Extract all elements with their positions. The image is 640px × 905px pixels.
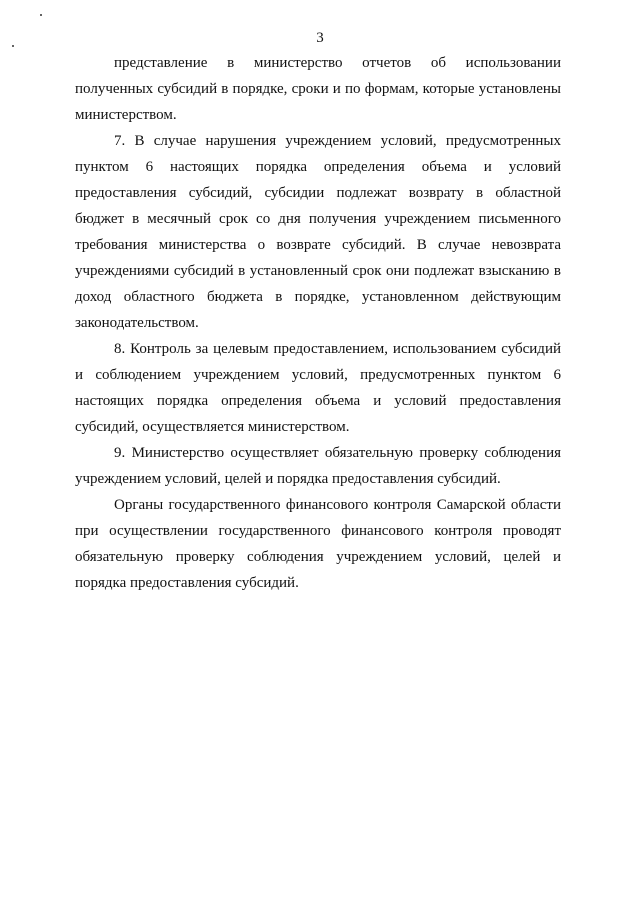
text-line: бюджет в месячный срок со дня получения учреждением письменного <box>75 211 561 227</box>
text-line: 9. Министерство осуществляет обязательную проверку соблюдения <box>114 445 561 461</box>
text-line: министерством. <box>75 107 177 123</box>
paragraph-control-bodies <box>75 492 561 596</box>
text-line: учреждениями субсидий в установленный срок они подлежат взысканию в <box>75 263 561 279</box>
page-number: 3 <box>316 30 324 46</box>
text-line: субсидий, осуществляется министерством. <box>75 419 350 435</box>
text-line: учреждением условий, целей и порядка предоставления субсидий. <box>75 471 501 487</box>
text-line: предоставления субсидий, субсидии подлежат возврату в областной <box>75 185 561 201</box>
text-line: 8. Контроль за целевым предоставлением, использованием субсидий <box>114 341 561 357</box>
paragraph-7 <box>75 128 561 336</box>
paragraph-8 <box>75 336 561 440</box>
text-line: доход областного бюджета в порядке, установленном действующим <box>75 289 561 305</box>
text-line: пунктом 6 настоящих порядка определения объема и условий <box>75 159 561 175</box>
text-line: представление в министерство отчетов об использовании <box>114 55 561 71</box>
text-line: порядка предоставления субсидий. <box>75 575 299 591</box>
paragraph-9 <box>75 440 561 492</box>
text-line: полученных субсидий в порядке, сроки и по формам, которые установлены <box>75 81 561 97</box>
text-line: Органы государственного финансового контроля Самарской области <box>114 497 561 513</box>
text-line: и соблюдением учреждением условий, предусмотренных пунктом 6 <box>75 367 561 383</box>
text-line: обязательную проверку соблюдения учреждением условий, целей и <box>75 549 561 565</box>
document-body <box>75 50 561 596</box>
text-line: законодательством. <box>75 315 199 331</box>
text-line: при осуществлении государственного финансового контроля проводят <box>75 523 561 539</box>
scan-speck <box>40 14 42 16</box>
text-line: требования министерства о возврате субсидий. В случае невозврата <box>75 237 561 253</box>
paragraph-continuation <box>75 50 561 128</box>
text-line: настоящих порядка определения объема и условий предоставления <box>75 393 561 409</box>
text-line: 7. В случае нарушения учреждением условий, предусмотренных <box>114 133 561 149</box>
